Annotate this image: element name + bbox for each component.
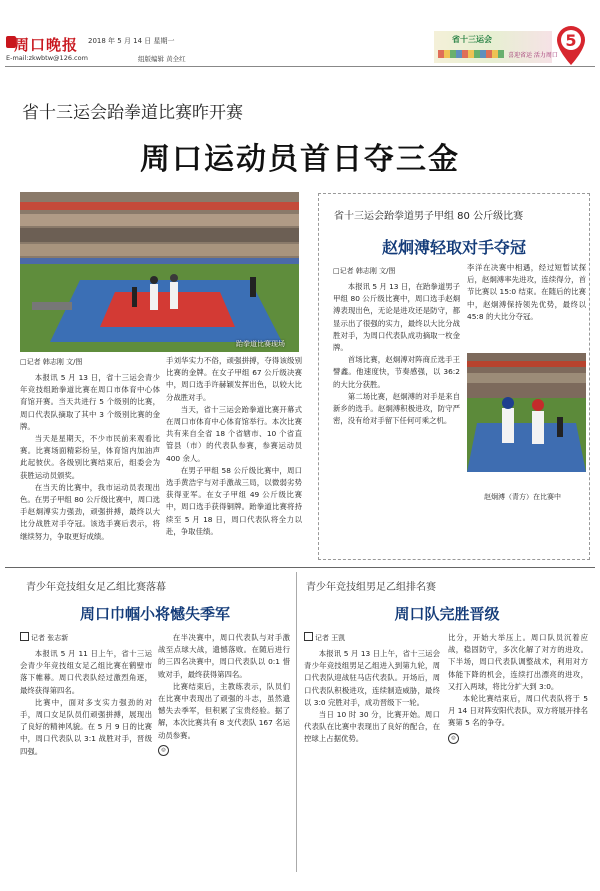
- top-story-paragraph: 在当天的比赛中，我市运动员表现出色。在男子甲组 80 公斤级比赛中，周口选手赵炯溥实力强劲，顽强拼搏，最终以大比分战胜对手夺冠。该选手赛后表示，将继续努力，争取更好成绩。: [20, 482, 160, 541]
- women-football-paragraph: 在半决赛中，周口代表队与对手激战至点球大战，遗憾落败。在随后进行的三四名决赛中，周口代表队以 0:1 惜败对手，最终获得第四名。: [158, 633, 290, 679]
- top-story-paragraph: 本报讯 5 月 13 日，省十三运会青少年竞技组跆拳道比赛在周口市体育中心体育馆开赛。当天共进行 5 个级别的比赛，周口代表队摘取了其中 3 个级别比赛的金牌。: [20, 373, 160, 431]
- sub-story-paragraph: 本报讯 5 月 13 日，在跆拳道男子甲组 80 公斤级比赛中，周口选手赵炯溥表现出色，无论是进攻还是防守，都显示出了很强的实力，最终以大比分战胜对手，为周口代表队成功摘取一枚金牌。: [333, 282, 460, 353]
- taekwondo-arena-photo: [20, 192, 299, 352]
- top-story-column-2: [166, 355, 302, 563]
- men-football-paragraph: 本轮比赛结束后，周口代表队将于 5 月 14 日对阵安阳代表队，双方将展开排名赛第 5 名的争夺。: [448, 694, 588, 728]
- top-story-paragraph: 当天，省十三运会跆拳道比赛开幕式在周口市体育中心体育馆举行。本次比赛共有来自全省 18 个省辖市、10 个省直管县（市）的代表队参赛，参赛运动员 400 余人。: [166, 404, 302, 463]
- men-football-column-2: [448, 632, 588, 870]
- sub-story-paragraph: 第二场比赛，赵炯溥的对手是来自新乡的选手。赵炯溥积极进攻，防守严密，没有给对手留下任何可乘之机。: [333, 391, 460, 426]
- arena-photo-caption: 跆拳道比赛现场: [236, 340, 285, 348]
- sub-story-headline: 赵炯溥轻取对手夺冠: [381, 238, 526, 257]
- women-football-byline: [20, 632, 68, 643]
- page-number-badge: [556, 26, 586, 66]
- sub-story-kicker: 省十三运会跆拳道男子甲组 80 公斤级比赛: [334, 211, 524, 222]
- men-football-kicker: 青少年竞技组男足乙组排名赛: [306, 582, 436, 593]
- sub-story-byline: □记者 韩志刚 文/图: [333, 267, 396, 275]
- men-football-byline: [304, 632, 345, 643]
- games-banner-decoration: [438, 50, 504, 58]
- taekwondo-bout-photo: [467, 353, 586, 472]
- men-football-column-1: [304, 648, 440, 870]
- women-football-paragraph: 比赛中，面对多支实力强劲的对手，周口女足队员们顽强拼搏，展现出了良好的精神风貌。在 5 月 9 日的比赛中，周口代表队以 3:1 战胜对手，晋级四强。: [20, 697, 152, 756]
- top-story-headline: 周口运动员首日夺三金: [140, 142, 460, 177]
- sub-story-column-2: [467, 262, 586, 348]
- men-football-headline: 周口队完胜晋级: [394, 605, 500, 623]
- top-story-paragraph: 手刘华实力不俗，顽强拼搏，夺得该级别比赛的金牌。在女子甲组 67 公斤级决赛中，周口选手许赫颖发挥出色，以较大比分战胜对手。: [166, 356, 302, 402]
- layout-editor: 组版编辑 黄全红: [138, 55, 186, 63]
- games-banner-title: 省十三运会: [452, 35, 492, 44]
- women-football-headline: 周口巾帼小将憾失季军: [79, 605, 230, 623]
- top-story-paragraph: 在男子甲组 58 公斤级比赛中，周口选手黄浩宇与对手激战三局，以微弱劣势获得亚军。在女子甲组 49 公斤级比赛中，周口选手获得铜牌。跆拳道比赛将持续至 5 月 18 日，周口代表队将全力以赴，争取佳绩。: [166, 465, 302, 536]
- top-story-paragraph: 当天是星期天，不少市民前来观看比赛。比赛场面精彩纷呈，体育馆内加油声此起彼伏。各级别比赛结束后，组委会为获胜运动员颁奖。: [20, 434, 160, 480]
- header-divider: [5, 66, 595, 67]
- page-number: 5: [565, 31, 577, 50]
- women-football-paragraph: 本报讯 5 月 11 日上午，省十三运会青少年竞技组女足乙组比赛在鹤壁市落下帷幕。周口代表队经过激烈角逐，最终获得第四名。: [20, 649, 152, 695]
- top-story-column-1: [20, 372, 160, 562]
- men-football-byline-text: 记者 王凯: [315, 634, 346, 642]
- women-football-kicker: 青少年竞技组女足乙组比赛落幕: [26, 582, 166, 593]
- top-story-kicker: 省十三运会跆拳道比赛昨开赛: [22, 103, 243, 123]
- byline-square-icon: [20, 632, 29, 641]
- men-football-paragraph: 本报讯 5 月 13 日上午，省十三运会青少年竞技组男足乙组进入到第九轮，周口代表队迎战驻马店代表队。开场后，周口代表队积极进攻，连续制造威胁，最终以 3:0 完胜对手，成功晋级下一轮。: [304, 649, 440, 707]
- men-football-paragraph: 当日 10 时 30 分，比赛开始。周口代表队在比赛中表现出了良好的配合，在控球上占据优势。: [304, 710, 440, 744]
- contact-email: E-mail:zkwbtw@126.com: [6, 54, 88, 62]
- bout-photo-caption: 赵炯溥（青方）在比赛中: [484, 493, 561, 501]
- article-end-icon: ◎: [158, 745, 169, 756]
- sub-story-paragraph: 首场比赛，赵炯溥对阵商丘选手王譬鑫。他速度快，节奏感强，以 36:2 的大比分获胜。: [333, 355, 460, 389]
- women-football-column-2: [158, 632, 290, 870]
- sub-story-paragraph: 李洋在决赛中相遇，经过短暂试探后，赵炯溥率先进攻，连续得分，首节比赛以 15:0 结束。在随后的比赛中，赵炯溥保持领先优势，最终以 45:8 的大比分夺冠。: [467, 263, 586, 321]
- section-divider: [5, 567, 595, 568]
- men-football-paragraph: 比分，开始大举压上。周口队员沉着应战，稳固防守，多次化解了对方的进攻。下半场，周口代表队调整战术，利用对方体能下降的机会，连续打出漂亮的进攻，又打入两球，将比分扩大到 3:0。: [448, 633, 588, 691]
- issue-date: 2018 年 5 月 14 日 星期一: [88, 37, 175, 45]
- article-end-icon: ◎: [448, 733, 459, 744]
- women-football-column-1: [20, 648, 152, 870]
- column-divider: [296, 572, 297, 872]
- sub-story-column-1: [333, 281, 460, 551]
- top-story-byline: □记者 韩志刚 文/图: [20, 358, 83, 366]
- women-football-paragraph: 比赛结束后，主教练表示，队员们在比赛中表现出了顽强的斗志，虽然遗憾失去季军，但积累了宝贵经验。据了解，本次比赛共有 8 支代表队 167 名运动员参赛。: [158, 681, 290, 740]
- women-football-byline-text: 记者 张志新: [31, 634, 69, 642]
- newspaper-logo: 周口晚报: [14, 36, 79, 54]
- byline-square-icon: [304, 632, 313, 641]
- games-banner-slogan: 喜迎省运 活力周口: [508, 52, 558, 59]
